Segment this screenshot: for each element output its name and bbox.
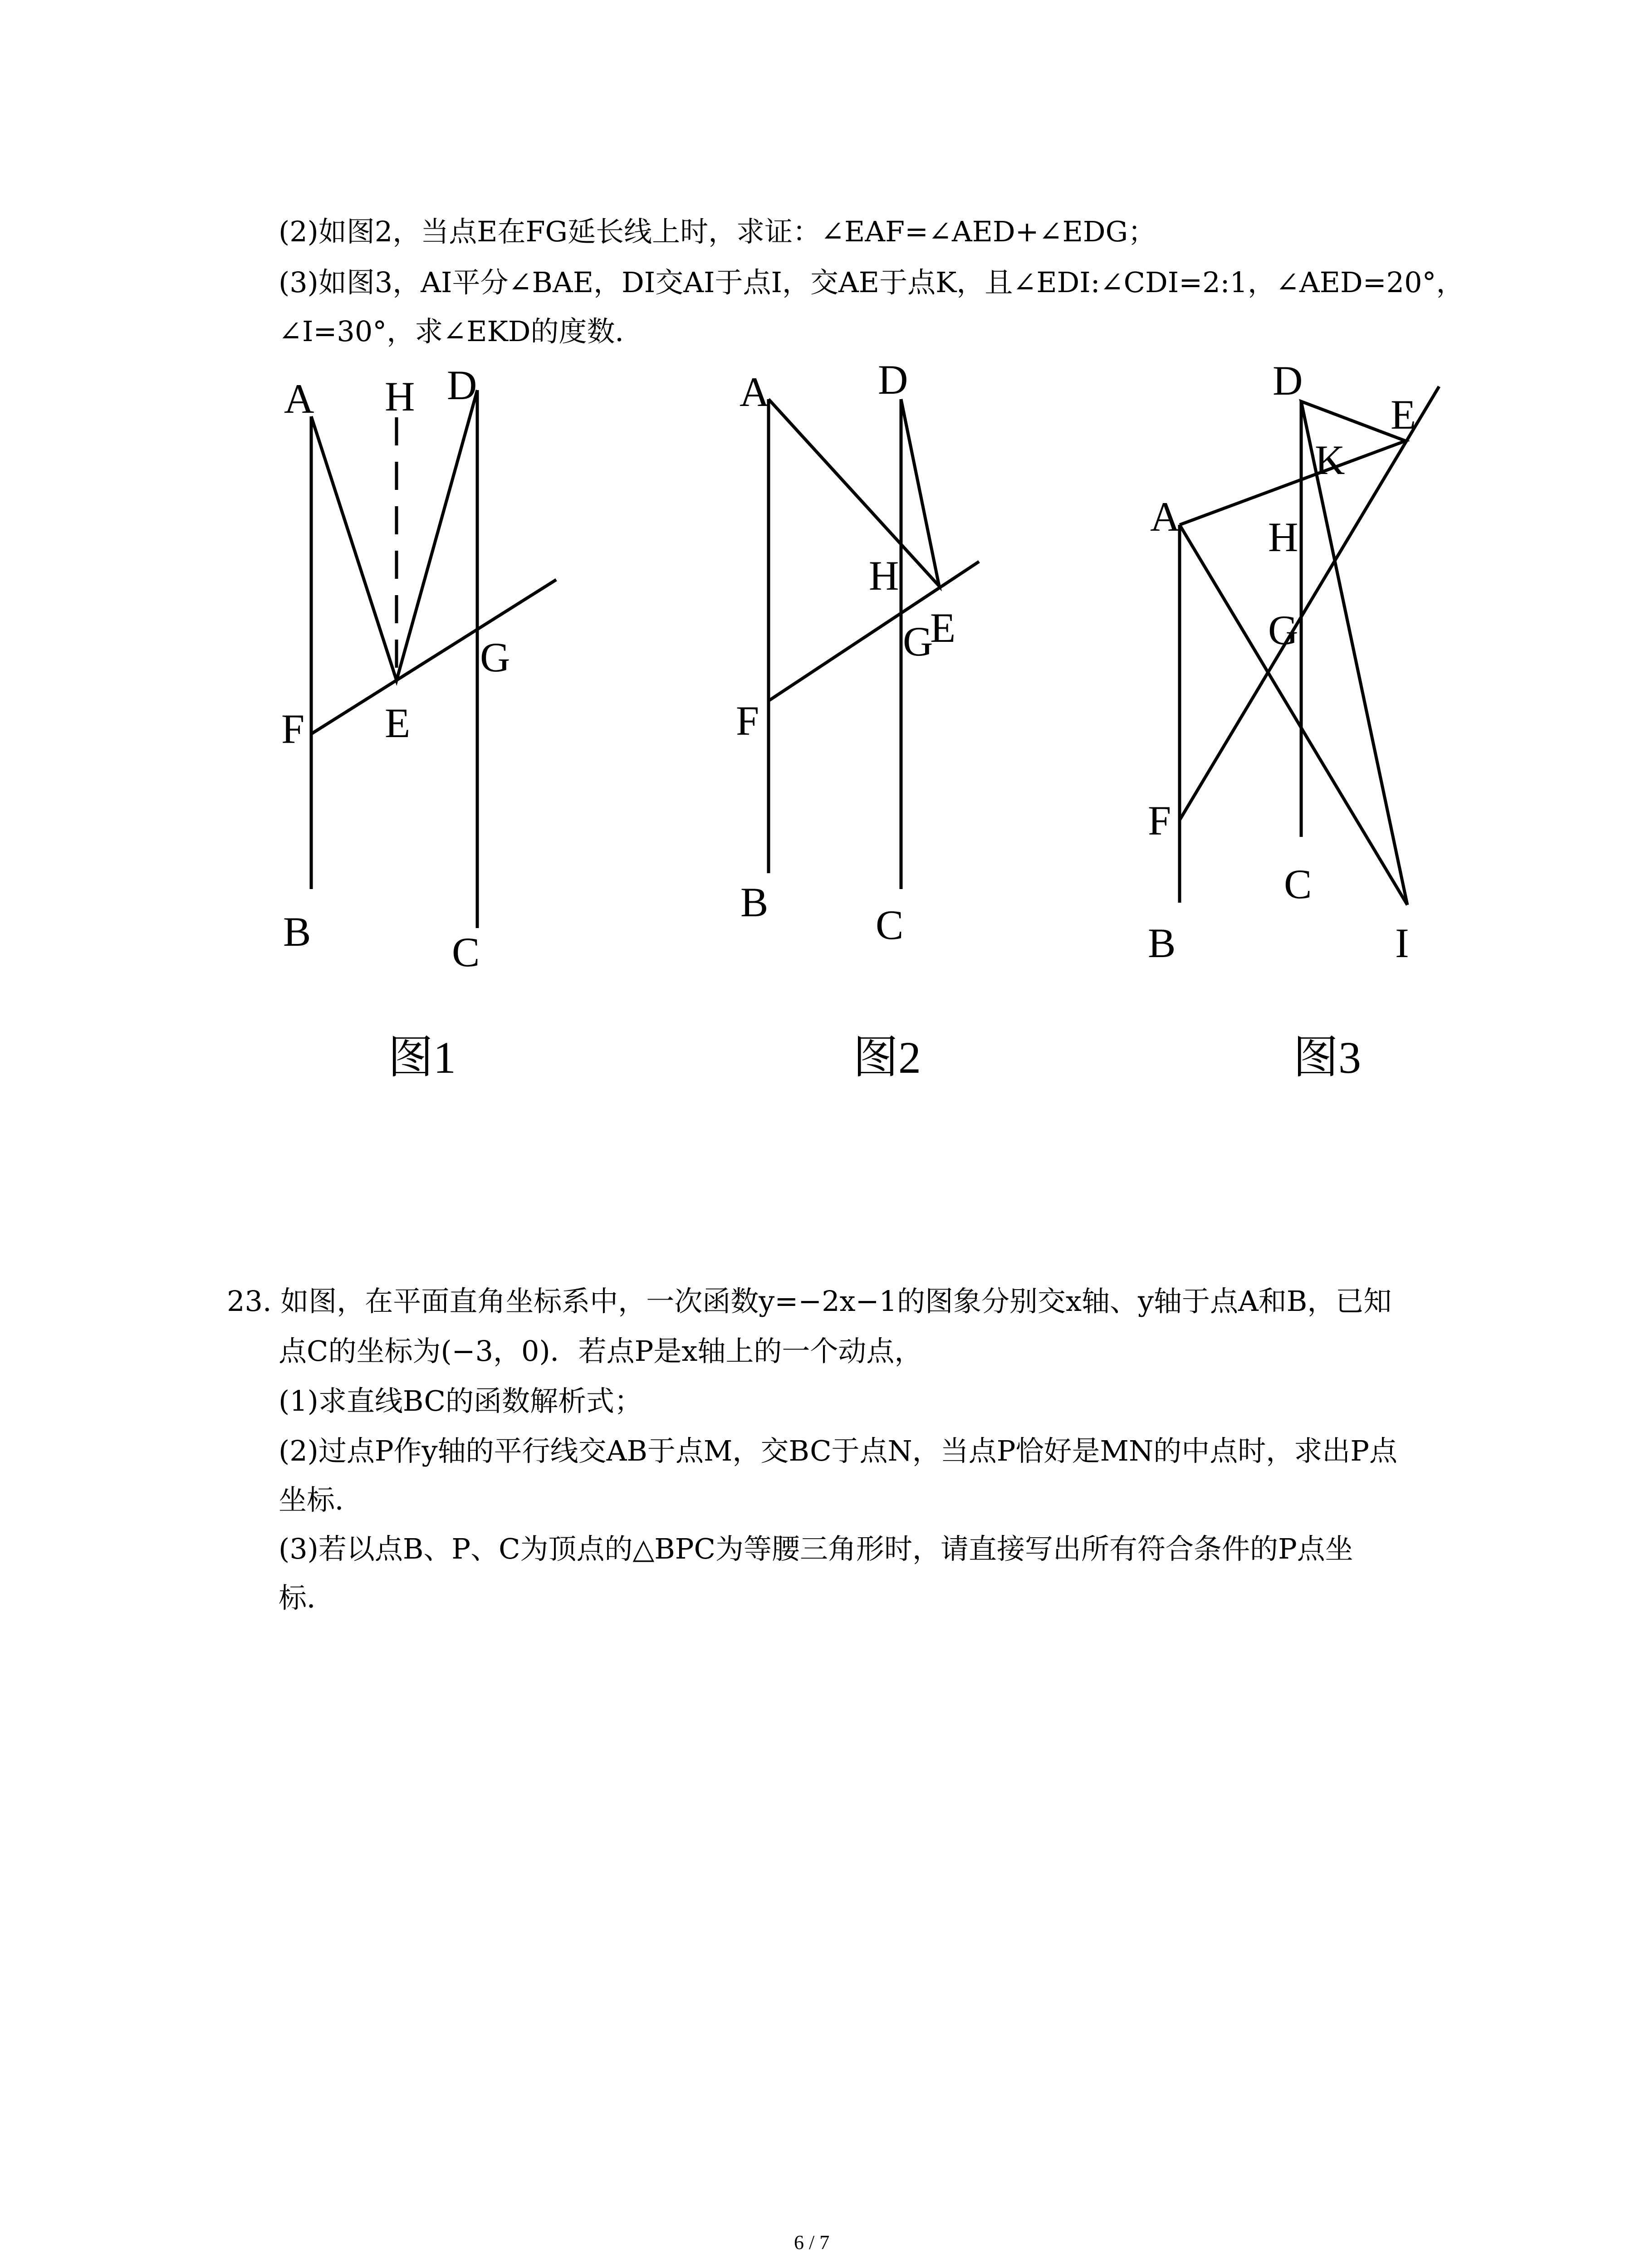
q23-line-4: (2)过点P作y轴的平行线交AB于点M，交BC于点N，当点P恰好是MN的中点时，求出P点 — [279, 1434, 1397, 1467]
q23-line-6: (3)若以点B、P、C为顶点的△BPC为等腰三角形时，请直接写出所有符合条件的P点坐 — [279, 1532, 1353, 1565]
fig3-label-k: K — [1315, 437, 1345, 483]
fig2-label-g: G — [903, 618, 933, 665]
fig1-label-e: E — [385, 700, 411, 746]
fig3-label-c: C — [1284, 861, 1312, 907]
q23-line-2: 点C的坐标为(−3，0)．若点P是x轴上的一个动点， — [279, 1334, 923, 1368]
fig3-label-a: A — [1150, 494, 1181, 540]
q23-line-1: 23. 如图，在平面直角坐标系中，一次函数y=−2x−1的图象分别交x轴、y轴于点A和B，已知 — [227, 1285, 1392, 1318]
q23-line-5: 坐标． — [279, 1483, 363, 1516]
fig3-label-i: I — [1395, 920, 1409, 966]
fig1-caption: 图1 — [388, 1032, 456, 1083]
page-number: 6 / 7 — [794, 2231, 830, 2253]
fig2-label-h: H — [869, 552, 899, 599]
fig3-label-f: F — [1148, 797, 1171, 844]
fig1-label-c: C — [452, 929, 480, 975]
fig2-label-a: A — [740, 369, 770, 415]
fig3-label-h: H — [1268, 514, 1298, 560]
fig2-label-f: F — [736, 698, 759, 744]
fig3-label-d: D — [1273, 357, 1303, 404]
fig3-label-e: E — [1391, 391, 1416, 438]
fig1-label-d: D — [447, 362, 477, 408]
fig1-label-f: F — [281, 706, 305, 752]
fig3-label-b: B — [1148, 920, 1176, 966]
fig2-label-b: B — [740, 879, 769, 925]
fig2-caption: 图2 — [853, 1032, 921, 1083]
q22-line-3: (3)如图3，AI平分∠BAE，DI交AI于点I，交AE于点K，且∠EDI:∠CDI=2:1，∠AED=20°， — [279, 266, 1465, 299]
fig3-line-ai — [1180, 525, 1407, 905]
fig2-label-e: E — [930, 605, 956, 651]
fig1-label-h: H — [385, 373, 415, 420]
fig2-label-d: D — [878, 357, 908, 403]
q23-line-7: 标． — [279, 1581, 335, 1614]
fig3-caption: 图3 — [1293, 1032, 1361, 1083]
q23-line-3: (1)求直线BC的函数解析式； — [279, 1384, 642, 1418]
fig3-label-g: G — [1268, 607, 1298, 653]
fig1-label-b: B — [283, 909, 311, 955]
fig3-line-fe-extended — [1180, 386, 1439, 820]
fig2-label-c: C — [876, 902, 904, 948]
q22-line-4: ∠I=30°，求∠EKD的度数． — [279, 315, 643, 348]
fig3-polyline-aedi — [1180, 401, 1407, 905]
q22-line-2: (2)如图2，当点E在FG延长线上时，求证：∠EAF=∠AED+∠EDG； — [279, 215, 1156, 248]
fig1-label-g: G — [480, 634, 510, 680]
fig1-label-a: A — [284, 376, 314, 422]
